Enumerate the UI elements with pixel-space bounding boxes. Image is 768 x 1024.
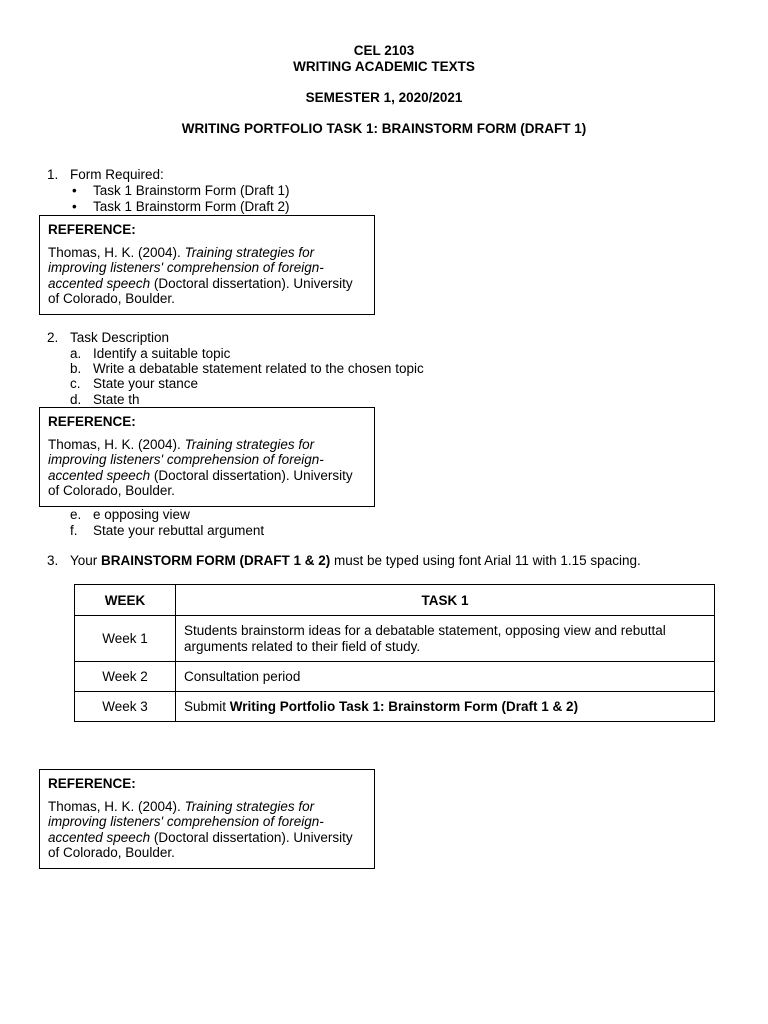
reference-box bbox=[39, 769, 375, 869]
reference-title: REFERENCE: bbox=[48, 776, 136, 791]
reference-citation: Thomas, H. K. (2004). Training strategies for improving listeners' comprehension of foreign-accented speech (Doctoral dissertation). University of Colorado, Boulder. bbox=[48, 436, 353, 498]
list-marker: c. bbox=[70, 376, 81, 391]
bullet: • bbox=[72, 199, 77, 214]
list-item: Task 1 Brainstorm Form (Draft 2) bbox=[93, 199, 290, 214]
course-code: CEL 2103 bbox=[353, 43, 415, 58]
task-cell: Submit Writing Portfolio Task 1: Brainstorm Form (Draft 1 & 2) bbox=[176, 692, 715, 722]
section-heading: Task Description bbox=[70, 330, 170, 345]
column-header-task: TASK 1 bbox=[176, 585, 715, 616]
schedule-table bbox=[74, 584, 715, 722]
table-row bbox=[75, 692, 715, 722]
list-marker: 3. bbox=[47, 553, 59, 568]
bullet: • bbox=[72, 183, 77, 198]
list-marker: b. bbox=[70, 361, 82, 376]
table-header-row bbox=[75, 585, 715, 616]
week-cell: Week 1 bbox=[75, 616, 176, 662]
list-marker: 2. bbox=[47, 330, 59, 345]
reference-box bbox=[39, 407, 375, 507]
list-item: Task 1 Brainstorm Form (Draft 1) bbox=[93, 183, 290, 198]
semester: SEMESTER 1, 2020/2021 bbox=[305, 90, 463, 105]
list-marker: a. bbox=[70, 346, 82, 361]
list-marker: 1. bbox=[47, 167, 59, 182]
week-cell: Week 2 bbox=[75, 662, 176, 692]
reference-title: REFERENCE: bbox=[48, 414, 136, 429]
list-item: Write a debatable statement related to the chosen topic bbox=[93, 361, 424, 376]
reference-citation: Thomas, H. K. (2004). Training strategies for improving listeners' comprehension of foreign-accented speech (Doctoral dissertation). University of Colorado, Boulder. bbox=[48, 798, 353, 860]
table-row bbox=[75, 616, 715, 662]
format-instruction: Your BRAINSTORM FORM (DRAFT 1 & 2) must be typed using font Arial 11 with 1.15 spacing. bbox=[70, 553, 641, 568]
column-header-week: WEEK bbox=[75, 585, 176, 616]
list-marker: f. bbox=[70, 523, 78, 538]
table-row bbox=[75, 662, 715, 692]
reference-citation: Thomas, H. K. (2004). Training strategies for improving listeners' comprehension of foreign-accented speech (Doctoral dissertation). University of Colorado, Boulder. bbox=[48, 244, 353, 306]
task-title: WRITING PORTFOLIO TASK 1: BRAINSTORM FORM (DRAFT 1) bbox=[181, 121, 587, 136]
section-heading: Form Required: bbox=[70, 167, 164, 182]
list-item: State your rebuttal argument bbox=[93, 523, 265, 538]
week-cell: Week 3 bbox=[75, 692, 176, 722]
reference-title: REFERENCE: bbox=[48, 222, 136, 237]
list-item: Identify a suitable topic bbox=[93, 346, 231, 361]
list-item: e opposing view bbox=[93, 507, 190, 522]
list-item: State your stance bbox=[93, 376, 199, 391]
task-cell: Students brainstorm ideas for a debatable statement, opposing view and rebuttal arguments related to their field of study. bbox=[176, 616, 715, 662]
reference-box bbox=[39, 215, 375, 315]
task-cell: Consultation period bbox=[176, 662, 715, 692]
list-item: State th bbox=[93, 392, 140, 407]
list-marker: d. bbox=[70, 392, 82, 407]
course-title: WRITING ACADEMIC TEXTS bbox=[293, 59, 475, 74]
list-marker: e. bbox=[70, 507, 82, 522]
